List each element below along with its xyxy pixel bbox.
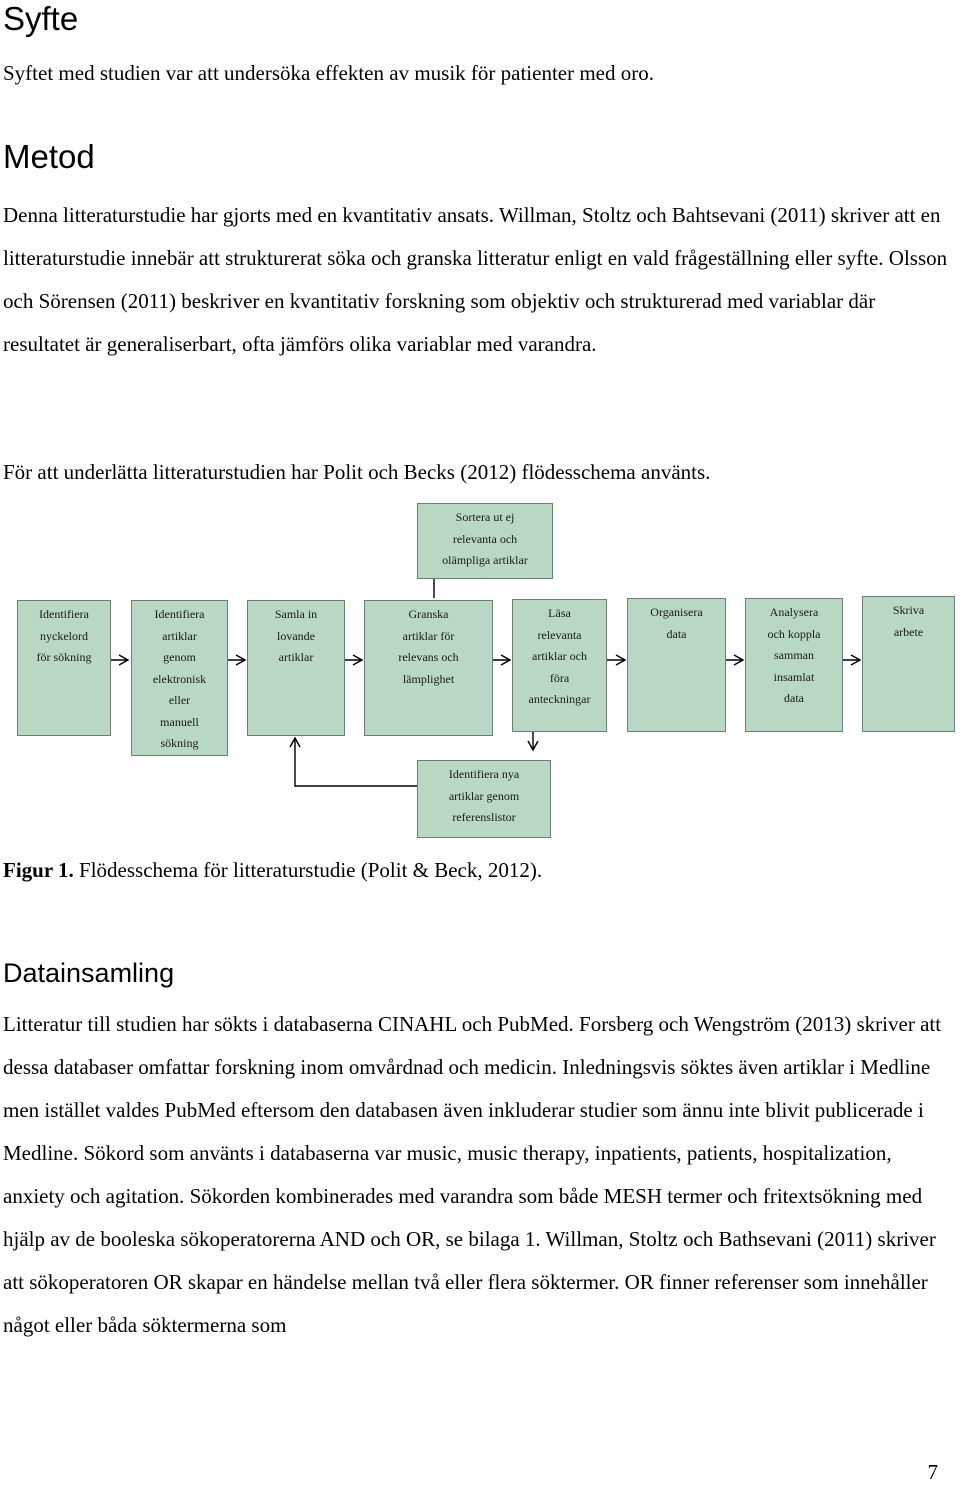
heading-syfte: Syfte bbox=[3, 0, 79, 37]
flow-box-sortera-line-3: olämpliga artiklar bbox=[442, 553, 528, 567]
flow-box-samla bbox=[247, 600, 345, 736]
flow-box-identifiera-nya bbox=[417, 760, 551, 838]
flow-box-identifiera-artiklar-line-1: Identifiera bbox=[154, 607, 205, 621]
flow-box-granska-line-4: lämplighet bbox=[402, 671, 455, 686]
flow-box-skriva-line-1: Skriva bbox=[892, 603, 925, 617]
flow-box-lasa-line-1: Läsa bbox=[548, 606, 571, 620]
flow-box-lasa-line-3: artiklar och bbox=[532, 649, 587, 663]
flow-box-identifiera-nyckelord-line-1: Identifiera bbox=[39, 607, 89, 621]
flow-box-analysera-line-5: data bbox=[784, 691, 804, 705]
flow-box-lasa bbox=[512, 599, 607, 732]
flow-box-lasa-line-4: föra bbox=[549, 670, 570, 685]
flow-box-analysera-line-3: samman bbox=[774, 648, 814, 662]
flow-box-identifiera-nya-line-3: referenslistor bbox=[452, 810, 516, 824]
flow-box-lasa-line-2: relevanta bbox=[537, 627, 582, 642]
paragraph-syfte: Syftet med studien var att undersöka effekten av musik för patienter med oro. bbox=[3, 61, 654, 85]
flow-box-samla-line-3: artiklar bbox=[278, 650, 314, 664]
flow-box-identifiera-nyckelord-line-3: för sökning bbox=[36, 650, 92, 664]
flow-box-analysera-line-4: insamlat bbox=[773, 669, 815, 684]
flow-box-identifiera-nya-line-2: artiklar genom bbox=[448, 788, 520, 803]
flow-box-organisera bbox=[627, 598, 726, 732]
flow-box-skriva bbox=[862, 596, 955, 732]
flow-box-skriva-line-2: arbete bbox=[893, 624, 924, 639]
flow-box-organisera-line-2: data bbox=[666, 626, 687, 641]
flow-box-identifiera-artiklar-line-6: manuell bbox=[160, 714, 199, 729]
flow-box-identifiera-artiklar-line-4: elektronisk bbox=[152, 671, 207, 686]
flowchart bbox=[0, 500, 960, 845]
figure-caption-label: Figur 1. bbox=[3, 858, 74, 882]
arrow-identifiera-nya-samla bbox=[295, 738, 417, 786]
flow-box-identifiera-nyckelord-line-2: nyckelord bbox=[40, 628, 88, 643]
flow-box-samla-line-1: Samla in bbox=[274, 607, 318, 621]
flow-box-analysera bbox=[745, 598, 843, 732]
flow-box-identifiera-artiklar-line-7: sökning bbox=[160, 736, 199, 750]
flow-box-identifiera-artiklar-line-3: genom bbox=[163, 650, 196, 664]
paragraph-datainsamling: Litteratur till studien har sökts i databaserna CINAHL och PubMed. Forsberg och Wengström (2013) skriver att dessa databaser omfattar forskning inom omvårdnad och medicin. Inledningsvis söktes även artiklar i Medline men istället valdes PubMed eftersom den databasen även inkluderar studier som ännu inte blivit publicerade i Medline. Sökord som använts i databaserna var music, music therapy, inpatients, patients, hospitalization, anxiety och agitation. Sökorden kombinerades med varandra som både MESH termer och fritextsökning med hjälp av de booleska sökoperatorerna AND och OR, se bilaga 1. Willman, Stoltz och Bathsevani (2011) skriver att sökoperatoren OR skapar en händelse mellan två eller flera söktermer. OR finner referenser som innehåller något eller båda söktermerna som bbox=[3, 1012, 942, 1337]
flow-box-identifiera-artiklar-line-2: artiklar bbox=[162, 628, 197, 643]
flow-box-granska-line-3: relevans och bbox=[398, 650, 459, 664]
flow-box-analysera-line-1: Analysera bbox=[769, 605, 819, 619]
paragraph-metod: Denna litteraturstudie har gjorts med en kvantitativ ansats. Willman, Stoltz och Bahtsevani (2011) skriver att en litteraturstudie innebär att strukturerat söka och granska litteratur enligt en vald frågeställning eller syfte. Olsson och Sörensen (2011) beskriver en kvantitativ forskning som objektiv och strukturerad med variablar där resultatet är generaliserbart, ofta jämförs olika variablar med varandra. bbox=[3, 203, 948, 356]
flow-box-identifiera-nyckelord bbox=[17, 600, 111, 736]
flow-box-analysera-line-2: och koppla bbox=[767, 626, 821, 641]
figure-caption-text: Flödesschema för litteraturstudie (Polit & Beck, 2012). bbox=[79, 858, 543, 882]
figure-caption bbox=[3, 858, 542, 883]
flow-box-granska-line-1: Granska bbox=[408, 607, 449, 621]
flow-box-identifiera-artiklar-line-5: eller bbox=[168, 693, 191, 707]
paragraph-flodesschema: För att underlätta litteraturstudien har Polit och Becks (2012) flödesschema använts. bbox=[3, 460, 711, 484]
flow-box-granska bbox=[364, 600, 493, 736]
flow-box-sortera-line-2: relevanta och bbox=[452, 531, 518, 546]
flow-box-granska-line-2: artiklar för bbox=[402, 628, 455, 643]
page-number: 7 bbox=[927, 1460, 938, 1484]
flow-box-samla-line-2: lovande bbox=[277, 628, 315, 643]
flow-box-sortera-line-1: Sortera ut ej bbox=[455, 510, 515, 524]
flow-box-lasa-line-5: anteckningar bbox=[528, 692, 591, 706]
flow-box-identifiera-artiklar bbox=[131, 600, 228, 756]
flow-box-sortera bbox=[417, 503, 553, 579]
heading-datainsamling: Datainsamling bbox=[3, 958, 175, 988]
flow-box-organisera-line-1: Organisera bbox=[650, 605, 703, 619]
flow-box-identifiera-nya-line-1: Identifiera nya bbox=[448, 767, 520, 781]
heading-metod: Metod bbox=[3, 138, 95, 175]
